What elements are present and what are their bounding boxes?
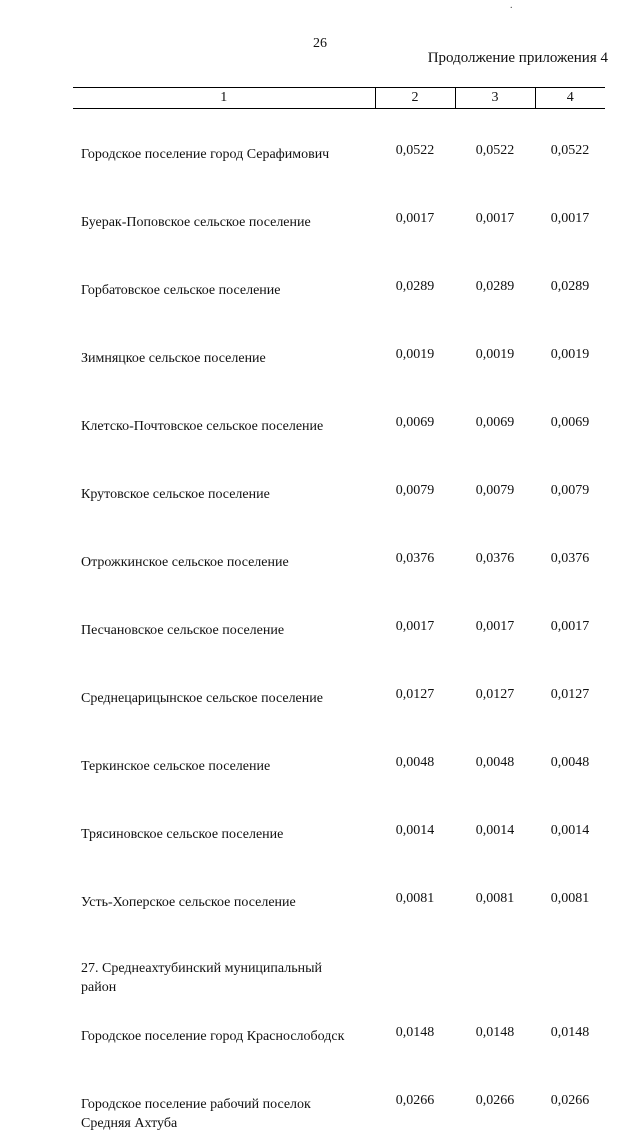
value-col-3: 0,0081: [475, 891, 515, 906]
value-col-4: 0,0019: [550, 347, 590, 362]
column-header-3: 3: [455, 88, 535, 109]
table-row: [73, 261, 605, 329]
settlement-name: Усть-Хоперское сельское поселение: [81, 895, 296, 910]
page-number: 26: [313, 36, 327, 51]
settlement-name: Крутовское сельское поселение: [81, 487, 270, 502]
value-col-2: 0,0014: [395, 823, 435, 838]
value-col-2: 0,0081: [395, 891, 435, 906]
value-col-3: 0,0017: [475, 619, 515, 634]
table-row: [73, 737, 605, 805]
continuation-heading: Продолжение приложения 4: [427, 50, 608, 66]
value-col-3: [455, 941, 535, 1007]
value-col-4: 0,0081: [550, 891, 590, 906]
value-col-2: 0,0148: [395, 1025, 435, 1040]
value-col-4: [535, 941, 605, 1007]
value-col-4: 0,0048: [550, 755, 590, 770]
value-col-3: 0,0069: [475, 415, 515, 430]
table-row: [73, 873, 605, 941]
settlement-name: Теркинское сельское поселение: [81, 759, 271, 774]
value-col-2: [375, 941, 455, 1007]
value-col-2: 0,0127: [395, 687, 435, 702]
settlement-name: Трясиновское сельское поселение: [81, 827, 284, 842]
value-col-3: 0,0376: [475, 551, 515, 566]
value-col-4: 0,0289: [550, 279, 590, 294]
value-col-2: 0,0017: [395, 211, 435, 226]
settlement-name: Городское поселение город Краснослободск: [81, 1029, 345, 1044]
settlement-name: Зимняцкое сельское поселение: [81, 351, 266, 366]
section-heading-row: [73, 941, 605, 1007]
value-col-4: 0,0079: [550, 483, 590, 498]
value-col-2: 0,0017: [395, 619, 435, 634]
value-col-3: 0,0014: [475, 823, 515, 838]
settlement-name: Городское поселение город Серафимович: [81, 147, 330, 162]
table-row: [73, 109, 605, 194]
header-row: [73, 88, 605, 109]
table-row: [73, 669, 605, 737]
settlement-name: Горбатовское сельское поселение: [81, 283, 281, 298]
value-col-3: 0,0522: [475, 143, 515, 158]
corner-mark: .: [510, 0, 513, 11]
value-col-3: 0,0266: [475, 1093, 515, 1108]
value-col-2: 0,0522: [395, 143, 435, 158]
settlement-name: Отрожкинское сельское поселение: [81, 555, 289, 570]
column-header-1: 1: [73, 88, 375, 109]
value-col-3: 0,0127: [475, 687, 515, 702]
table-row: [73, 805, 605, 873]
settlement-name: Клетско-Почтовское сельское поселение: [81, 419, 324, 434]
value-col-4: 0,0014: [550, 823, 590, 838]
value-col-3: 0,0289: [475, 279, 515, 294]
value-col-4: 0,0376: [550, 551, 590, 566]
table-row: [73, 329, 605, 397]
table-row: [73, 1075, 605, 1143]
settlement-name: Среднецарицынское сельское поселение: [81, 691, 323, 706]
settlement-name: Городское поселение рабочий поселок Средняя Ахтуба: [81, 1097, 311, 1131]
value-col-4: 0,0069: [550, 415, 590, 430]
value-col-3: 0,0079: [475, 483, 515, 498]
value-col-2: 0,0376: [395, 551, 435, 566]
value-col-4: 0,0148: [550, 1025, 590, 1040]
table-row: [73, 1007, 605, 1075]
value-col-2: 0,0048: [395, 755, 435, 770]
value-col-3: 0,0048: [475, 755, 515, 770]
table-row: [73, 397, 605, 465]
value-col-2: 0,0289: [395, 279, 435, 294]
value-col-4: 0,0522: [550, 143, 590, 158]
value-col-2: 0,0019: [395, 347, 435, 362]
value-col-2: 0,0079: [395, 483, 435, 498]
value-col-3: 0,0148: [475, 1025, 515, 1040]
value-col-2: 0,0069: [395, 415, 435, 430]
table-row: [73, 533, 605, 601]
value-col-4: 0,0017: [550, 211, 590, 226]
table-row: [73, 193, 605, 261]
table-row: [73, 601, 605, 669]
settlement-name: Песчановское сельское поселение: [81, 623, 285, 638]
column-header-4: 4: [535, 88, 605, 109]
value-col-4: 0,0266: [550, 1093, 590, 1108]
column-header-2: 2: [375, 88, 455, 109]
table-row: [73, 465, 605, 533]
value-col-4: 0,0127: [550, 687, 590, 702]
value-col-3: 0,0017: [475, 211, 515, 226]
settlement-name: Буерак-Поповское сельское поселение: [81, 215, 311, 230]
value-col-3: 0,0019: [475, 347, 515, 362]
value-col-4: 0,0017: [550, 619, 590, 634]
data-table: [73, 87, 605, 1143]
value-col-2: 0,0266: [395, 1093, 435, 1108]
section-heading: 27. Среднеахтубинский муниципальный район: [81, 961, 323, 995]
